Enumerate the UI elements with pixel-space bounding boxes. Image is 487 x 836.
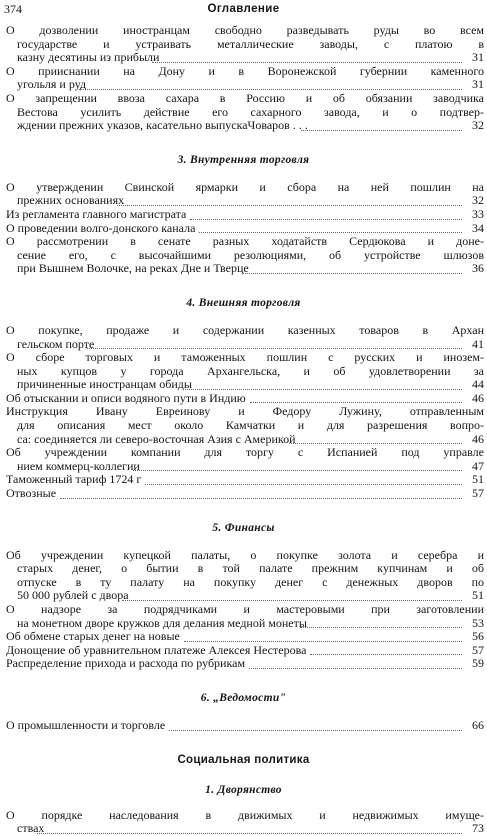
- toc-page-ref: 53: [472, 615, 484, 630]
- page-header: [0, 2, 487, 18]
- toc-page-ref: 46: [472, 431, 484, 446]
- toc-page-ref: 32: [472, 118, 484, 133]
- leader-dots: [117, 204, 462, 206]
- toc-entry-line: О сборе торговых и таможенных пошлин с русских и инозем-: [6, 350, 484, 365]
- toc-entry: [6, 405, 484, 446]
- toc-entry: [6, 809, 484, 836]
- toc-entry-line: Инструкция Ивану Евреинову и Федору Лужину, отправленным: [6, 404, 484, 419]
- toc-page-ref: 51: [472, 588, 484, 603]
- table-of-contents: [0, 24, 487, 836]
- toc-entry-line: гельском порте: [17, 336, 95, 351]
- leader-dots: [122, 599, 462, 601]
- leader-dots: [133, 469, 462, 471]
- toc-entry: [6, 630, 484, 644]
- toc-page-ref: 56: [472, 629, 484, 644]
- toc-entry-line: на монетном дворе кружков для делания медной монеты: [17, 615, 307, 630]
- leader-dots: [250, 401, 462, 403]
- toc-entry-line: отпуске в ту палату на покупку денег с денежных дворов по: [17, 574, 484, 589]
- leader-dots: [79, 88, 462, 90]
- toc-entry-line: 50 000 рублей с двора: [17, 588, 129, 603]
- toc-entry: [6, 719, 484, 733]
- toc-entry-line: Таможенный тариф 1724 г: [6, 472, 142, 487]
- toc-entry-line: ждении прежних указов, касательно выпускаЧоваров . . .: [17, 118, 308, 133]
- toc-entry: [6, 487, 484, 501]
- toc-page-ref: 59: [472, 656, 484, 671]
- toc-page-ref: 32: [472, 193, 484, 208]
- toc-entry: [6, 324, 484, 351]
- leader-dots: [289, 442, 462, 444]
- toc-entry: [6, 549, 484, 603]
- toc-subsection: [0, 783, 487, 836]
- toc-entry-line: О проведении волго-донского канала: [6, 220, 196, 235]
- toc-entry-line: государстве и устраивать металлические заводы, с платою в: [17, 36, 484, 51]
- toc-page-ref: 34: [472, 220, 484, 235]
- section-title: 3. Внутренняя торговля: [177, 153, 310, 166]
- toc-entry-line: Из регламента главного магистрата: [6, 206, 187, 221]
- toc-section: [0, 521, 487, 671]
- toc-entry-line: са: соединяется ли северо-восточная Азия с Америкой: [17, 431, 296, 446]
- leader-dots: [199, 231, 462, 233]
- toc-entry-line: О покупке, продаже и содержании казенных товаров в Архан: [6, 322, 484, 337]
- toc-entry: [6, 473, 484, 487]
- toc-entry-line: Вестова усилить действие его сахарного завода, и о подтвер-: [17, 104, 484, 119]
- toc-entry: [6, 92, 484, 133]
- toc-entry-line: Распределение прихода и расхода по рубрикам: [6, 656, 246, 671]
- toc-entry: [6, 181, 484, 208]
- toc-entry: [6, 657, 484, 671]
- toc-entry: [6, 644, 484, 658]
- section-title: 6. „Ведомости": [200, 691, 287, 704]
- toc-entry-line: О утверждении Свинской ярмарки и сбора на ней пошлин на: [6, 179, 484, 194]
- toc-section: [0, 153, 487, 276]
- toc-entry-line: прежних основаниях: [17, 193, 125, 208]
- toc-entry-line: Об учреждении компании для торгу с Испанией под управле: [6, 445, 484, 460]
- toc-entry-line: Об учреждении купецкой палаты, о покупке золота и серебра и: [6, 547, 484, 562]
- toc-entry: [6, 351, 484, 392]
- toc-entry-line: Об отыскании и описи водяного пути в Индию: [6, 390, 246, 405]
- leader-dots: [152, 61, 462, 63]
- leader-dots: [37, 832, 462, 834]
- toc-entry-line: угольля и руд: [17, 77, 87, 92]
- leader-dots: [301, 129, 462, 131]
- toc-entry-line: О порядке наследования в движимых и недвижимых имуще-: [6, 807, 484, 822]
- toc-entry-line: для описания мест около Камчатки и для разрешения вопро-: [17, 418, 484, 433]
- toc-entry: [6, 392, 484, 406]
- toc-entry: [6, 208, 484, 222]
- leader-dots: [242, 272, 462, 274]
- toc-page-ref: 41: [472, 336, 484, 351]
- toc-page-ref: 57: [472, 486, 484, 501]
- part-title: Социальная политика: [177, 753, 310, 766]
- toc-entry-line: причиненные иностранцам обиды: [17, 377, 192, 392]
- toc-page-ref: 36: [472, 261, 484, 276]
- leader-dots: [60, 497, 462, 499]
- page-number: 374: [4, 2, 22, 16]
- section-title: 5. Финансы: [212, 521, 275, 534]
- toc-entry-line: О надзоре за подрядчиками и мастеровыми при заготовлении: [6, 602, 484, 616]
- toc-page-ref: 46: [472, 390, 484, 405]
- toc-entry-line: при Вышнем Волочке, на реках Дне и Тверце: [17, 261, 249, 276]
- toc-entry-line: старых денег, о бытии в той палате прежним купчинам и об: [17, 561, 484, 576]
- toc-page-ref: 31: [472, 50, 484, 65]
- toc-entry: [6, 222, 484, 236]
- toc-entry: [6, 24, 484, 65]
- toc-entry: [6, 235, 484, 276]
- toc-page-ref: 31: [472, 77, 484, 92]
- toc-entry: [6, 603, 484, 630]
- toc-section: [0, 24, 487, 133]
- leader-dots: [145, 483, 462, 485]
- toc-section: [0, 296, 487, 501]
- toc-entry-line: О дозволении иностранцам свободно разведывать руды во всем: [6, 23, 484, 37]
- toc-entry-line: нием коммерц-коллегии: [17, 458, 140, 473]
- section-title: 1. Дворянство: [205, 783, 282, 796]
- toc-entry: [6, 65, 484, 92]
- toc-entry-line: ствах: [17, 821, 45, 836]
- toc-entry-line: О запрещении ввоза сахара в Россию и об обязании заводчика: [6, 90, 484, 105]
- leader-dots: [249, 667, 462, 669]
- toc-entry-line: казну десятины из прибыли: [17, 50, 160, 65]
- toc-entry-line: О прииснании на Дону и в Воронежской губернии каменного: [6, 63, 484, 78]
- leader-dots: [185, 388, 462, 390]
- toc-page-ref: 47: [472, 458, 484, 473]
- toc-page-ref: 33: [472, 206, 484, 221]
- leader-dots: [310, 653, 462, 655]
- toc-entry-line: Об обмене старых денег на новые: [6, 629, 180, 644]
- toc-entry-line: сение его, с высочайшими резолюциями, об устройстве шлюзов: [17, 247, 484, 262]
- toc-page-ref: 44: [472, 377, 484, 392]
- leader-dots: [300, 626, 462, 628]
- toc-page-ref: 57: [472, 642, 484, 657]
- leader-dots: [169, 729, 462, 731]
- toc-entry-line: О рассмотрении в сенате разных ходатайств Сердюкова и доне-: [6, 234, 484, 249]
- running-title: Оглавление: [207, 3, 280, 15]
- toc-page-ref: 73: [472, 821, 484, 836]
- toc-entry-line: Отвозные: [6, 486, 57, 501]
- leader-dots: [87, 347, 462, 349]
- toc-page-ref: 66: [472, 717, 484, 732]
- toc-entry-line: Донощение об уравнительном платеже Алексея Нестерова: [6, 642, 307, 657]
- toc-section: [0, 691, 487, 733]
- section-title: 4. Внешняя торговля: [186, 296, 301, 309]
- leader-dots: [190, 218, 462, 220]
- toc-page-ref: 51: [472, 472, 484, 487]
- leader-dots: [184, 640, 462, 642]
- toc-entry-line: О промышленности и торговле: [6, 717, 166, 732]
- toc-entry-line: ных купцов у города Архангельска, и об удовлетворении за: [17, 363, 484, 378]
- toc-entry: [6, 446, 484, 473]
